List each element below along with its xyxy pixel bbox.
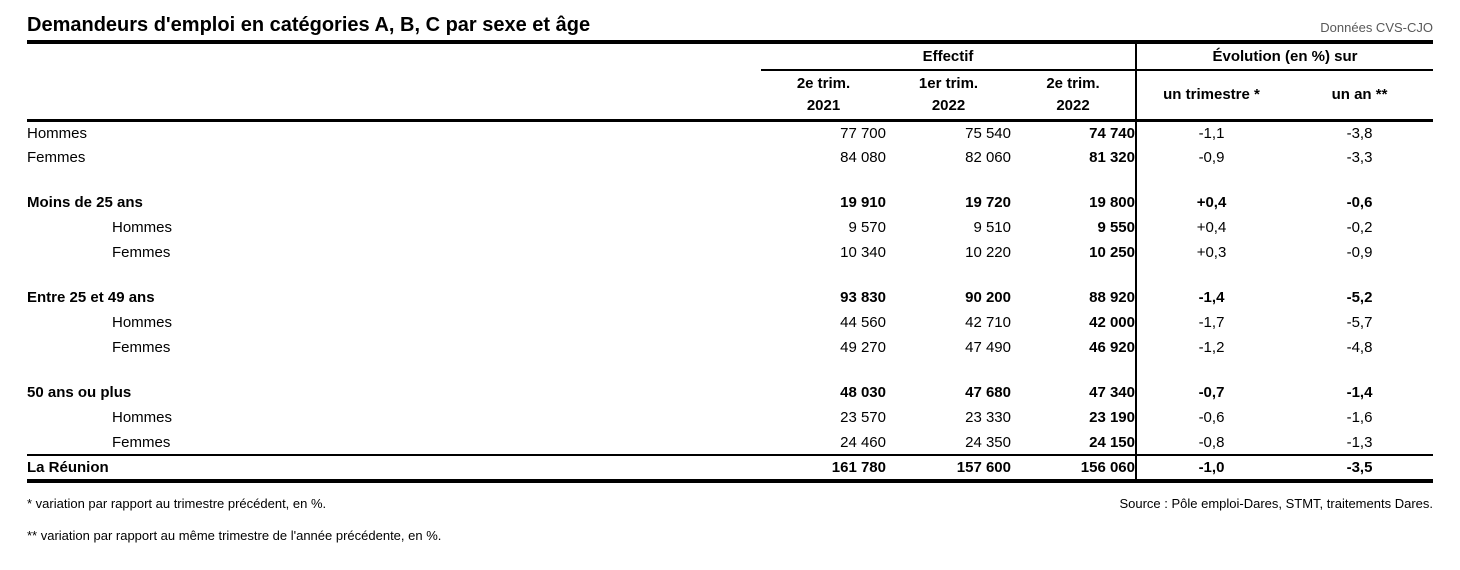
cell: 9 550 xyxy=(1097,219,1135,236)
cell: 84 080 xyxy=(840,149,886,166)
cell: -0,8 xyxy=(1136,430,1286,455)
col-header-2e-trim-2021: 2e trim. 2021 xyxy=(761,70,886,120)
row-label: La Réunion xyxy=(27,455,761,481)
cell: -1,0 xyxy=(1136,455,1286,481)
cell: 46 920 xyxy=(1089,339,1135,356)
cell: 9 510 xyxy=(973,219,1011,236)
job-seekers-table xyxy=(27,44,1433,483)
cell: -0,9 xyxy=(1136,145,1286,170)
cell: 23 190 xyxy=(1089,409,1135,426)
cell: -1,3 xyxy=(1346,433,1373,451)
row-label: Femmes xyxy=(27,149,86,166)
cell: 24 350 xyxy=(965,433,1011,451)
cell: 82 060 xyxy=(965,149,1011,166)
col-header-un-an: un an ** xyxy=(1286,70,1433,120)
cell: -1,4 xyxy=(1346,384,1373,401)
row-label: Moins de 25 ans xyxy=(27,194,143,211)
table-row xyxy=(27,380,1433,405)
effectif-group-header: Effectif xyxy=(761,44,1136,70)
cell: 47 490 xyxy=(965,339,1011,356)
table-row xyxy=(27,310,1433,335)
cell: 42 000 xyxy=(1089,314,1135,331)
cell: 19 800 xyxy=(1089,194,1135,211)
table-row xyxy=(27,215,1433,240)
cell: 93 830 xyxy=(840,289,886,306)
table-row xyxy=(27,335,1433,360)
row-label: Hommes xyxy=(112,409,173,426)
cell: 90 200 xyxy=(965,289,1011,306)
row-label: Femmes xyxy=(112,339,171,356)
cell: 74 740 xyxy=(1089,124,1135,142)
cell: 10 250 xyxy=(1089,244,1135,261)
table-row xyxy=(27,430,1433,455)
cell: 47 340 xyxy=(1089,384,1135,401)
cell: 9 570 xyxy=(848,219,886,236)
cell: 24 460 xyxy=(840,433,886,451)
cell: -1,1 xyxy=(1136,120,1286,145)
footnote-asterisk: * variation par rapport au trimestre précédent, en %. xyxy=(27,496,327,511)
cell: 23 570 xyxy=(840,409,886,426)
footnotes xyxy=(27,496,1433,543)
table-row xyxy=(27,190,1433,215)
table-row xyxy=(27,285,1433,310)
table-row xyxy=(27,240,1433,265)
total-row xyxy=(27,455,1433,481)
data-note: Données CVS-CJO xyxy=(1320,20,1433,35)
label-column-header xyxy=(27,70,761,120)
spacer-row xyxy=(27,360,1433,380)
row-label: Hommes xyxy=(27,124,88,142)
row-label: Entre 25 et 49 ans xyxy=(27,289,155,306)
cell: -4,8 xyxy=(1346,339,1373,356)
spacer-row xyxy=(27,265,1433,285)
group-header-row xyxy=(27,44,1433,70)
cell: -1,6 xyxy=(1346,409,1373,426)
cell: +0,3 xyxy=(1136,240,1286,265)
column-header-row xyxy=(27,70,1433,120)
cell: 10 220 xyxy=(965,244,1011,261)
cell: +0,4 xyxy=(1136,190,1286,215)
cell: 47 680 xyxy=(965,384,1011,401)
cell: -0,6 xyxy=(1346,194,1373,211)
cell: 24 150 xyxy=(1089,433,1135,451)
page-title: Demandeurs d'emploi en catégories A, B, C par sexe et âge xyxy=(27,14,591,36)
row-label: Hommes xyxy=(112,219,173,236)
col-header-1er-trim-2022: 1er trim. 2022 xyxy=(886,70,1011,120)
cell: 49 270 xyxy=(840,339,886,356)
cell: -0,6 xyxy=(1136,405,1286,430)
cell: 19 910 xyxy=(840,194,886,211)
table-row xyxy=(27,405,1433,430)
cell: -1,2 xyxy=(1136,335,1286,360)
cell: -3,8 xyxy=(1346,124,1373,142)
page-header xyxy=(27,12,1433,44)
cell: -0,9 xyxy=(1346,244,1373,261)
cell: 156 060 xyxy=(1011,455,1136,481)
row-label: Hommes xyxy=(112,314,173,331)
cell: -1,4 xyxy=(1136,285,1286,310)
cell: -3,5 xyxy=(1286,455,1433,481)
label-column-header xyxy=(27,44,761,70)
evolution-group-header: Évolution (en %) sur xyxy=(1136,44,1433,70)
cell: 161 780 xyxy=(761,455,886,481)
cell: 48 030 xyxy=(840,384,886,401)
cell: 44 560 xyxy=(840,314,886,331)
cell: 42 710 xyxy=(965,314,1011,331)
cell: -3,3 xyxy=(1346,149,1373,166)
cell: 23 330 xyxy=(965,409,1011,426)
source-note: Source : Pôle emploi-Dares, STMT, traitements Dares. xyxy=(1119,496,1433,511)
cell: -0,2 xyxy=(1346,219,1373,236)
cell: 157 600 xyxy=(886,455,1011,481)
row-label: Femmes xyxy=(112,433,171,451)
spacer-row xyxy=(27,170,1433,190)
cell: -1,7 xyxy=(1136,310,1286,335)
cell: -5,7 xyxy=(1346,314,1373,331)
table-row xyxy=(27,145,1433,170)
cell: 10 340 xyxy=(840,244,886,261)
row-label: Femmes xyxy=(112,244,171,261)
cell: 19 720 xyxy=(965,194,1011,211)
col-header-2e-trim-2022: 2e trim. 2022 xyxy=(1011,70,1136,120)
col-header-un-trimestre: un trimestre * xyxy=(1136,70,1286,120)
cell: -0,7 xyxy=(1136,380,1286,405)
cell: -5,2 xyxy=(1346,289,1373,306)
cell: +0,4 xyxy=(1136,215,1286,240)
table-row xyxy=(27,120,1433,145)
cell: 88 920 xyxy=(1089,289,1135,306)
footnote-double-asterisk: ** variation par rapport au même trimestre de l'année précédente, en %. xyxy=(27,528,442,543)
cell: 81 320 xyxy=(1089,149,1135,166)
cell: 77 700 xyxy=(840,124,886,142)
cell: 75 540 xyxy=(965,124,1011,142)
row-label: 50 ans ou plus xyxy=(27,384,132,401)
